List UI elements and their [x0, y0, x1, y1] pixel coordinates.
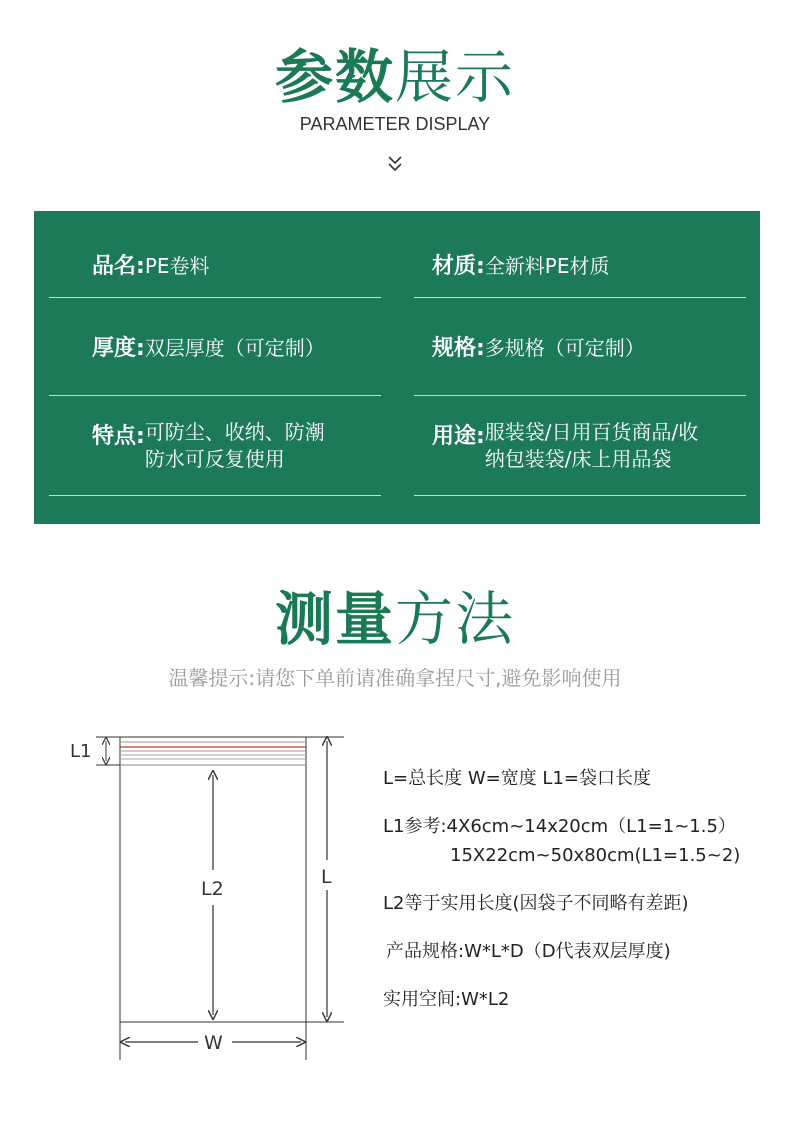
double-chevron-down-icon — [385, 152, 405, 176]
params-title — [0, 42, 790, 112]
params-title-bold: 参数 — [274, 43, 395, 111]
divider — [414, 297, 746, 298]
measure-note: 温馨提示:请您下单前请准确拿捏尺寸,避免影响使用 — [168, 666, 622, 690]
measure-title — [0, 584, 790, 654]
spec-line-4: L2等于实用长度(因袋子不同略有差距) — [383, 893, 689, 914]
param-usage — [432, 419, 698, 473]
bag-diagram — [60, 725, 360, 1070]
param-thickness — [92, 331, 325, 362]
param-material — [432, 249, 610, 280]
param-name-label: 品名: — [92, 254, 145, 279]
params-title-rest: 展示 — [395, 43, 516, 111]
l1-label: L1 — [70, 741, 92, 762]
param-thickness-label: 厚度: — [92, 336, 145, 361]
params-panel — [34, 211, 760, 524]
param-material-value: 全新料PE材质 — [484, 254, 610, 278]
measure-title-rest: 方法 — [395, 585, 516, 653]
param-features — [92, 419, 325, 473]
divider — [49, 297, 381, 298]
l-label: L — [321, 866, 332, 888]
param-spec — [432, 331, 645, 362]
param-usage-line1: 服装袋/日用百货商品/收 — [484, 420, 699, 444]
spec-line-5: 产品规格:W*L*D（D代表双层厚度) — [386, 941, 671, 962]
divider — [414, 395, 746, 396]
param-features-label: 特点: — [92, 424, 145, 449]
spec-line-6: 实用空间:W*L2 — [383, 989, 510, 1010]
divider — [414, 495, 746, 496]
params-subtitle: PARAMETER DISPLAY — [299, 114, 491, 134]
param-spec-value: 多规格（可定制） — [484, 336, 645, 360]
spec-line-2: L1参考:4X6cm~14x20cm（L1=1~1.5） — [383, 816, 736, 837]
divider — [49, 495, 381, 496]
param-name-value: PE卷料 — [144, 254, 210, 278]
spec-line-3: 15X22cm~50x80cm(L1=1.5~2) — [450, 845, 741, 866]
l2-label: L2 — [201, 878, 224, 900]
param-spec-label: 规格: — [432, 336, 485, 361]
measure-title-bold: 测量 — [274, 585, 395, 653]
param-name — [92, 249, 210, 280]
param-usage-label: 用途: — [432, 424, 485, 449]
param-features-line2: 防水可反复使用 — [144, 447, 285, 471]
param-features-line1: 可防尘、收纳、防潮 — [144, 420, 325, 444]
spec-line-1: L=总长度 W=宽度 L1=袋口长度 — [383, 768, 651, 789]
w-label: W — [204, 1032, 223, 1054]
param-thickness-value: 双层厚度（可定制） — [144, 336, 325, 360]
param-material-label: 材质: — [432, 254, 485, 279]
divider — [49, 395, 381, 396]
param-usage-line2: 纳包装袋/床上用品袋 — [484, 447, 672, 471]
